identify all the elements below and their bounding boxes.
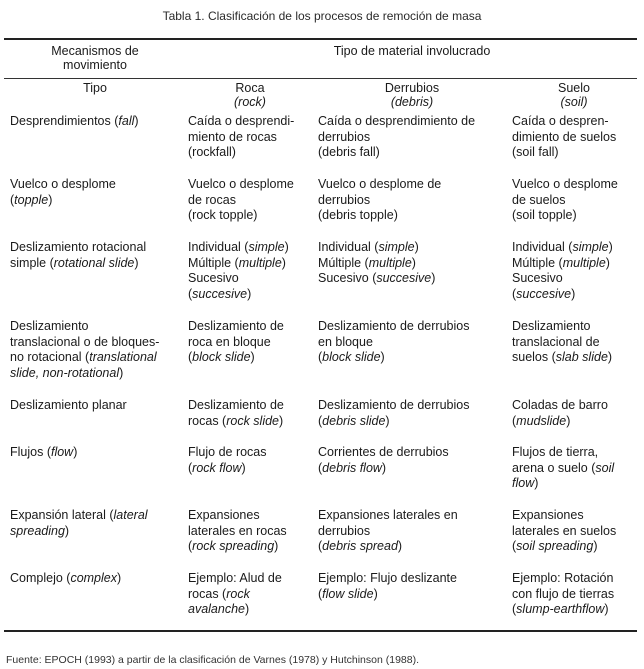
cell-line bbox=[188, 287, 312, 303]
cell-suelo bbox=[512, 114, 636, 161]
cell-line bbox=[10, 177, 180, 193]
cell-text: Vuelco o desplome bbox=[10, 177, 116, 191]
cell-line bbox=[512, 271, 636, 287]
cell-line bbox=[318, 177, 506, 193]
cell-text: ) bbox=[241, 460, 246, 475]
cell-line bbox=[188, 271, 312, 287]
cell-suelo bbox=[512, 177, 636, 224]
cell-line bbox=[188, 319, 312, 335]
cell-term-italic: debris flow bbox=[322, 460, 382, 475]
cell-text: ) bbox=[116, 571, 122, 585]
cell-text: ) bbox=[134, 255, 139, 270]
cell-suelo bbox=[512, 571, 636, 618]
cell-line bbox=[512, 539, 636, 555]
cell-line bbox=[10, 114, 180, 130]
cell-line bbox=[318, 319, 506, 335]
cell-line bbox=[188, 193, 312, 209]
cell-text: ) bbox=[414, 240, 419, 254]
cell-roca bbox=[188, 571, 312, 618]
cell-text: Deslizamiento bbox=[512, 319, 591, 333]
cell-line bbox=[318, 508, 506, 524]
cell-tipo bbox=[10, 240, 180, 271]
cell-line bbox=[188, 414, 312, 430]
cell-text: Deslizamiento de derrubios bbox=[318, 398, 470, 412]
header-derrubios bbox=[318, 81, 506, 109]
cell-text: ) bbox=[604, 602, 609, 617]
cell-text: rocas ( bbox=[188, 586, 227, 601]
cell-text: ) bbox=[397, 539, 403, 554]
cell-term-italic: debris slide bbox=[322, 413, 386, 428]
cell-line bbox=[10, 571, 180, 587]
cell-line bbox=[512, 508, 636, 524]
cell-text: ) bbox=[245, 602, 250, 617]
cell-text: ) bbox=[605, 255, 610, 270]
cell-term-italic: translational bbox=[89, 350, 157, 365]
cell-text: ( bbox=[512, 286, 517, 301]
cell-derrubios bbox=[318, 445, 506, 476]
cell-term-italic: succesive bbox=[192, 286, 248, 301]
cell-text: translacional o de bloques- bbox=[10, 334, 160, 349]
header-roca-en: (rock) bbox=[234, 95, 266, 109]
cell-text: Deslizamiento planar bbox=[10, 398, 127, 412]
cell-text: Expansiones bbox=[188, 508, 260, 522]
cell-text: Complejo ( bbox=[10, 571, 71, 585]
cell-term-italic: simple bbox=[572, 240, 609, 254]
cell-line bbox=[188, 602, 312, 618]
cell-text: ( bbox=[512, 539, 517, 554]
cell-text: ( bbox=[188, 286, 193, 301]
source-note: Fuente: EPOCH (1993) a partir de la clasificación de Varnes (1978) y Hutchinson (1988). bbox=[6, 654, 420, 666]
cell-text: dimiento de suelos bbox=[512, 129, 617, 144]
cell-text: laterales en rocas bbox=[188, 523, 287, 538]
cell-term-italic: rock spreading bbox=[192, 539, 275, 554]
header-tipo: Tipo bbox=[83, 81, 107, 95]
cell-line bbox=[512, 398, 636, 414]
cell-derrubios bbox=[318, 508, 506, 555]
cell-text: ) bbox=[411, 255, 416, 270]
cell-line bbox=[318, 587, 506, 603]
cell-term-italic: rotational slide bbox=[53, 255, 135, 270]
cell-term-italic: block slide bbox=[322, 350, 381, 365]
cell-text: ) bbox=[247, 286, 252, 301]
cell-tipo bbox=[10, 398, 180, 414]
cell-line bbox=[318, 350, 506, 366]
cell-line bbox=[10, 335, 180, 351]
cell-term-italic: lateral bbox=[113, 508, 148, 522]
cell-text: ( bbox=[188, 350, 193, 365]
cell-line bbox=[188, 445, 312, 461]
cell-term-italic: flow slide bbox=[322, 586, 374, 601]
cell-text: derrubios bbox=[318, 129, 371, 144]
cell-text: Flujos ( bbox=[10, 445, 51, 459]
cell-line bbox=[188, 539, 312, 555]
cell-text: ( bbox=[512, 602, 517, 617]
cell-term-italic: soil bbox=[595, 460, 615, 475]
cell-line bbox=[188, 524, 312, 540]
cell-text: no rotacional ( bbox=[10, 350, 90, 365]
cell-term-italic: rock flow bbox=[192, 460, 242, 475]
cell-text: Flujo de rocas bbox=[188, 445, 267, 459]
cell-text: Flujos de tierra, bbox=[512, 445, 599, 459]
cell-text: miento de rocas bbox=[188, 129, 277, 144]
cell-line bbox=[512, 208, 636, 224]
cell-text: (debris topple) bbox=[318, 208, 398, 223]
cell-suelo bbox=[512, 398, 636, 429]
cell-roca bbox=[188, 508, 312, 555]
cell-term-italic: flow bbox=[512, 476, 535, 491]
header-suelo-en: (soil) bbox=[560, 95, 588, 109]
cell-line bbox=[188, 461, 312, 477]
cell-text: ) bbox=[284, 240, 289, 254]
cell-line bbox=[188, 398, 312, 414]
cell-line bbox=[188, 145, 312, 161]
cell-line bbox=[10, 524, 180, 540]
cell-term-italic: complex bbox=[70, 571, 117, 585]
cell-text: de suelos bbox=[512, 192, 566, 207]
cell-text: ) bbox=[64, 523, 70, 538]
cell-text: ) bbox=[373, 586, 378, 601]
cell-text: Deslizamiento bbox=[10, 319, 89, 333]
cell-roca bbox=[188, 445, 312, 476]
cell-text: Corrientes de derrubios bbox=[318, 445, 449, 459]
cell-text: laterales en suelos bbox=[512, 523, 617, 538]
cell-line bbox=[512, 461, 636, 477]
cell-derrubios bbox=[318, 319, 506, 366]
cell-line bbox=[512, 602, 636, 618]
cell-term-italic: succesive bbox=[376, 271, 432, 286]
cell-term-italic: succesive bbox=[516, 286, 572, 301]
cell-text: ) bbox=[431, 271, 436, 286]
cell-text: ) bbox=[607, 350, 613, 365]
cell-text: Sucesivo bbox=[188, 271, 239, 286]
cell-line bbox=[10, 350, 180, 366]
cell-tipo bbox=[10, 114, 180, 130]
cell-line bbox=[512, 476, 636, 492]
cell-text: ) bbox=[250, 350, 255, 365]
cell-term-italic: multiple bbox=[368, 255, 412, 270]
cell-line bbox=[318, 571, 506, 587]
cell-text: ) bbox=[119, 365, 124, 380]
cell-roca bbox=[188, 177, 312, 224]
cell-text: con flujo de tierras bbox=[512, 586, 615, 601]
cell-suelo bbox=[512, 240, 636, 302]
cell-term-italic: slide, non-rotational bbox=[10, 365, 120, 380]
cell-line bbox=[512, 587, 636, 603]
cell-derrubios bbox=[318, 114, 506, 161]
cell-text: ) bbox=[73, 445, 78, 459]
cell-line bbox=[10, 398, 180, 414]
cell-text: ) bbox=[48, 192, 53, 207]
cell-text: ) bbox=[279, 413, 284, 428]
cell-text: ( bbox=[318, 413, 323, 428]
cell-term-italic: rock slide bbox=[226, 413, 279, 428]
cell-tipo bbox=[10, 508, 180, 539]
cell-line bbox=[512, 193, 636, 209]
cell-line bbox=[318, 145, 506, 161]
header-derrubios-label: Derrubios bbox=[384, 81, 440, 95]
cell-text: Múltiple ( bbox=[512, 255, 563, 270]
cell-text: Deslizamiento de bbox=[188, 398, 284, 412]
cell-line bbox=[512, 524, 636, 540]
cell-suelo bbox=[512, 445, 636, 492]
cell-line bbox=[318, 445, 506, 461]
cell-line bbox=[10, 256, 180, 272]
header-suelo-label: Suelo bbox=[558, 81, 590, 95]
cell-line bbox=[512, 571, 636, 587]
cell-term-italic: block slide bbox=[192, 350, 251, 365]
cell-term-italic: debris spread bbox=[322, 539, 398, 554]
header-roca-label: Roca bbox=[235, 81, 265, 95]
cell-derrubios bbox=[318, 177, 506, 224]
cell-term-italic: soil spreading bbox=[516, 539, 594, 554]
cell-line bbox=[318, 335, 506, 351]
cell-line bbox=[512, 114, 636, 130]
cell-line bbox=[512, 335, 636, 351]
cell-line bbox=[188, 208, 312, 224]
cell-text: ) bbox=[608, 240, 613, 254]
cell-text: Individual ( bbox=[512, 240, 573, 254]
cell-line bbox=[318, 414, 506, 430]
cell-text: Individual ( bbox=[188, 240, 249, 254]
cell-text: ) bbox=[534, 476, 539, 491]
cell-text: ) bbox=[134, 114, 139, 128]
cell-text: rocas ( bbox=[188, 413, 227, 428]
cell-text: Individual ( bbox=[318, 240, 379, 254]
cell-line bbox=[10, 508, 180, 524]
cell-line bbox=[188, 256, 312, 272]
cell-line bbox=[188, 508, 312, 524]
cell-line bbox=[512, 445, 636, 461]
cell-text: ) bbox=[281, 255, 286, 270]
cell-text: suelos ( bbox=[512, 350, 556, 365]
cell-line bbox=[188, 240, 312, 256]
cell-text: (debris fall) bbox=[318, 145, 380, 160]
cell-line bbox=[512, 145, 636, 161]
header-mecanismos bbox=[10, 44, 180, 72]
cell-line bbox=[188, 335, 312, 351]
classification-table bbox=[4, 38, 637, 632]
cell-term-italic: slump-earthflow bbox=[516, 602, 605, 617]
cell-term-italic: multiple bbox=[562, 255, 606, 270]
cell-line bbox=[10, 240, 180, 256]
cell-tipo bbox=[10, 571, 180, 587]
cell-term-italic: fall bbox=[118, 114, 135, 128]
cell-term-italic: multiple bbox=[238, 255, 282, 270]
cell-line bbox=[318, 271, 506, 287]
cell-text: arena o suelo ( bbox=[512, 460, 596, 475]
cell-line bbox=[318, 461, 506, 477]
cell-suelo bbox=[512, 508, 636, 555]
cell-text: ) bbox=[381, 460, 387, 475]
cell-text: ( bbox=[188, 460, 193, 475]
cell-line bbox=[318, 524, 506, 540]
cell-term-italic: simple bbox=[378, 240, 415, 254]
cell-line bbox=[188, 350, 312, 366]
cell-term-italic: slab slide bbox=[555, 350, 608, 365]
cell-term-italic: spreading bbox=[10, 523, 65, 538]
cell-text: (soil topple) bbox=[512, 208, 577, 223]
cell-line bbox=[10, 366, 180, 382]
cell-text: Expansiones laterales en bbox=[318, 508, 458, 522]
cell-text: ) bbox=[593, 539, 598, 554]
cell-text: ) bbox=[385, 413, 390, 428]
header-mecanismos-line2: movimiento bbox=[63, 58, 127, 72]
cell-text: ( bbox=[188, 539, 193, 554]
cell-text: Caída o desprendi- bbox=[188, 114, 295, 128]
cell-text: roca en bloque bbox=[188, 334, 271, 349]
cell-line bbox=[188, 571, 312, 587]
header-derrubios-en: (debris) bbox=[390, 95, 434, 109]
cell-text: ( bbox=[318, 460, 323, 475]
cell-line bbox=[10, 445, 180, 461]
cell-text: ( bbox=[318, 539, 323, 554]
header-mecanismos-line1: Mecanismos de bbox=[51, 44, 139, 58]
header-divider bbox=[4, 78, 637, 79]
cell-line bbox=[512, 256, 636, 272]
cell-line bbox=[512, 177, 636, 193]
cell-text: derrubios bbox=[318, 523, 371, 538]
cell-text: Expansión lateral ( bbox=[10, 508, 114, 522]
cell-tipo bbox=[10, 319, 180, 381]
cell-line bbox=[318, 240, 506, 256]
cell-line bbox=[10, 319, 180, 335]
cell-roca bbox=[188, 319, 312, 366]
cell-text: ( bbox=[10, 192, 15, 207]
cell-roca bbox=[188, 114, 312, 161]
cell-text: ) bbox=[566, 413, 571, 428]
cell-text: Deslizamiento de bbox=[188, 319, 284, 333]
cell-text: Múltiple ( bbox=[318, 255, 369, 270]
cell-tipo bbox=[10, 445, 180, 461]
cell-derrubios bbox=[318, 571, 506, 602]
cell-text: Deslizamiento rotacional bbox=[10, 240, 147, 254]
cell-term-italic: flow bbox=[50, 445, 74, 459]
cell-text: ( bbox=[512, 413, 517, 428]
cell-line bbox=[318, 114, 506, 130]
cell-text: Caída o despren- bbox=[512, 114, 609, 128]
cell-line bbox=[10, 193, 180, 209]
cell-roca bbox=[188, 398, 312, 429]
cell-line bbox=[318, 193, 506, 209]
header-suelo bbox=[512, 81, 636, 109]
cell-text: Sucesivo bbox=[512, 271, 563, 286]
header-material: Tipo de material involucrado bbox=[333, 44, 491, 58]
cell-roca bbox=[188, 240, 312, 302]
cell-text: de rocas bbox=[188, 192, 236, 207]
header-roca bbox=[188, 81, 312, 109]
cell-line bbox=[512, 414, 636, 430]
cell-text: derrubios bbox=[318, 192, 371, 207]
cell-line bbox=[318, 256, 506, 272]
cell-text: translacional de bbox=[512, 334, 600, 349]
cell-text: ) bbox=[380, 350, 385, 365]
cell-text: Desprendimientos ( bbox=[10, 114, 119, 128]
cell-text: (rockfall) bbox=[188, 145, 236, 160]
cell-text: Ejemplo: Flujo deslizante bbox=[318, 571, 457, 585]
cell-line bbox=[188, 177, 312, 193]
cell-suelo bbox=[512, 319, 636, 366]
cell-term-italic: simple bbox=[248, 240, 285, 254]
cell-line bbox=[512, 319, 636, 335]
cell-text: (rock topple) bbox=[188, 208, 258, 223]
cell-text: Deslizamiento de derrubios bbox=[318, 319, 470, 333]
cell-line bbox=[188, 587, 312, 603]
cell-term-italic: mudslide bbox=[516, 413, 567, 428]
cell-line bbox=[318, 130, 506, 146]
cell-text: Ejemplo: Alud de bbox=[188, 571, 282, 585]
cell-text: Múltiple ( bbox=[188, 255, 239, 270]
cell-text: (soil fall) bbox=[512, 145, 559, 160]
cell-line bbox=[188, 114, 312, 130]
cell-text: ) bbox=[274, 539, 279, 554]
cell-text: ( bbox=[318, 586, 323, 601]
cell-text: en bloque bbox=[318, 334, 373, 349]
cell-text: Coladas de barro bbox=[512, 398, 608, 412]
cell-text: ) bbox=[571, 286, 576, 301]
cell-line bbox=[512, 287, 636, 303]
cell-text: Vuelco o desplome bbox=[512, 177, 618, 191]
cell-derrubios bbox=[318, 240, 506, 287]
cell-line bbox=[512, 350, 636, 366]
cell-text: simple ( bbox=[10, 255, 54, 270]
cell-term-italic: avalanche bbox=[188, 602, 245, 617]
cell-text: Vuelco o desplome de bbox=[318, 177, 442, 191]
cell-text: Sucesivo ( bbox=[318, 271, 377, 286]
table-caption: Tabla 1. Clasificación de los procesos de remoción de masa bbox=[162, 9, 482, 23]
cell-text: Vuelco o desplome bbox=[188, 177, 294, 191]
cell-text: Ejemplo: Rotación bbox=[512, 571, 614, 585]
cell-line bbox=[318, 398, 506, 414]
cell-term-italic: rock bbox=[226, 586, 250, 601]
cell-line bbox=[188, 130, 312, 146]
cell-line bbox=[318, 539, 506, 555]
cell-text: ( bbox=[318, 350, 323, 365]
cell-line bbox=[512, 130, 636, 146]
cell-line bbox=[512, 240, 636, 256]
cell-line bbox=[318, 208, 506, 224]
cell-tipo bbox=[10, 177, 180, 208]
cell-text: Expansiones bbox=[512, 508, 584, 522]
cell-text: Caída o desprendimiento de bbox=[318, 114, 476, 128]
cell-term-italic: topple bbox=[14, 192, 49, 207]
cell-derrubios bbox=[318, 398, 506, 429]
